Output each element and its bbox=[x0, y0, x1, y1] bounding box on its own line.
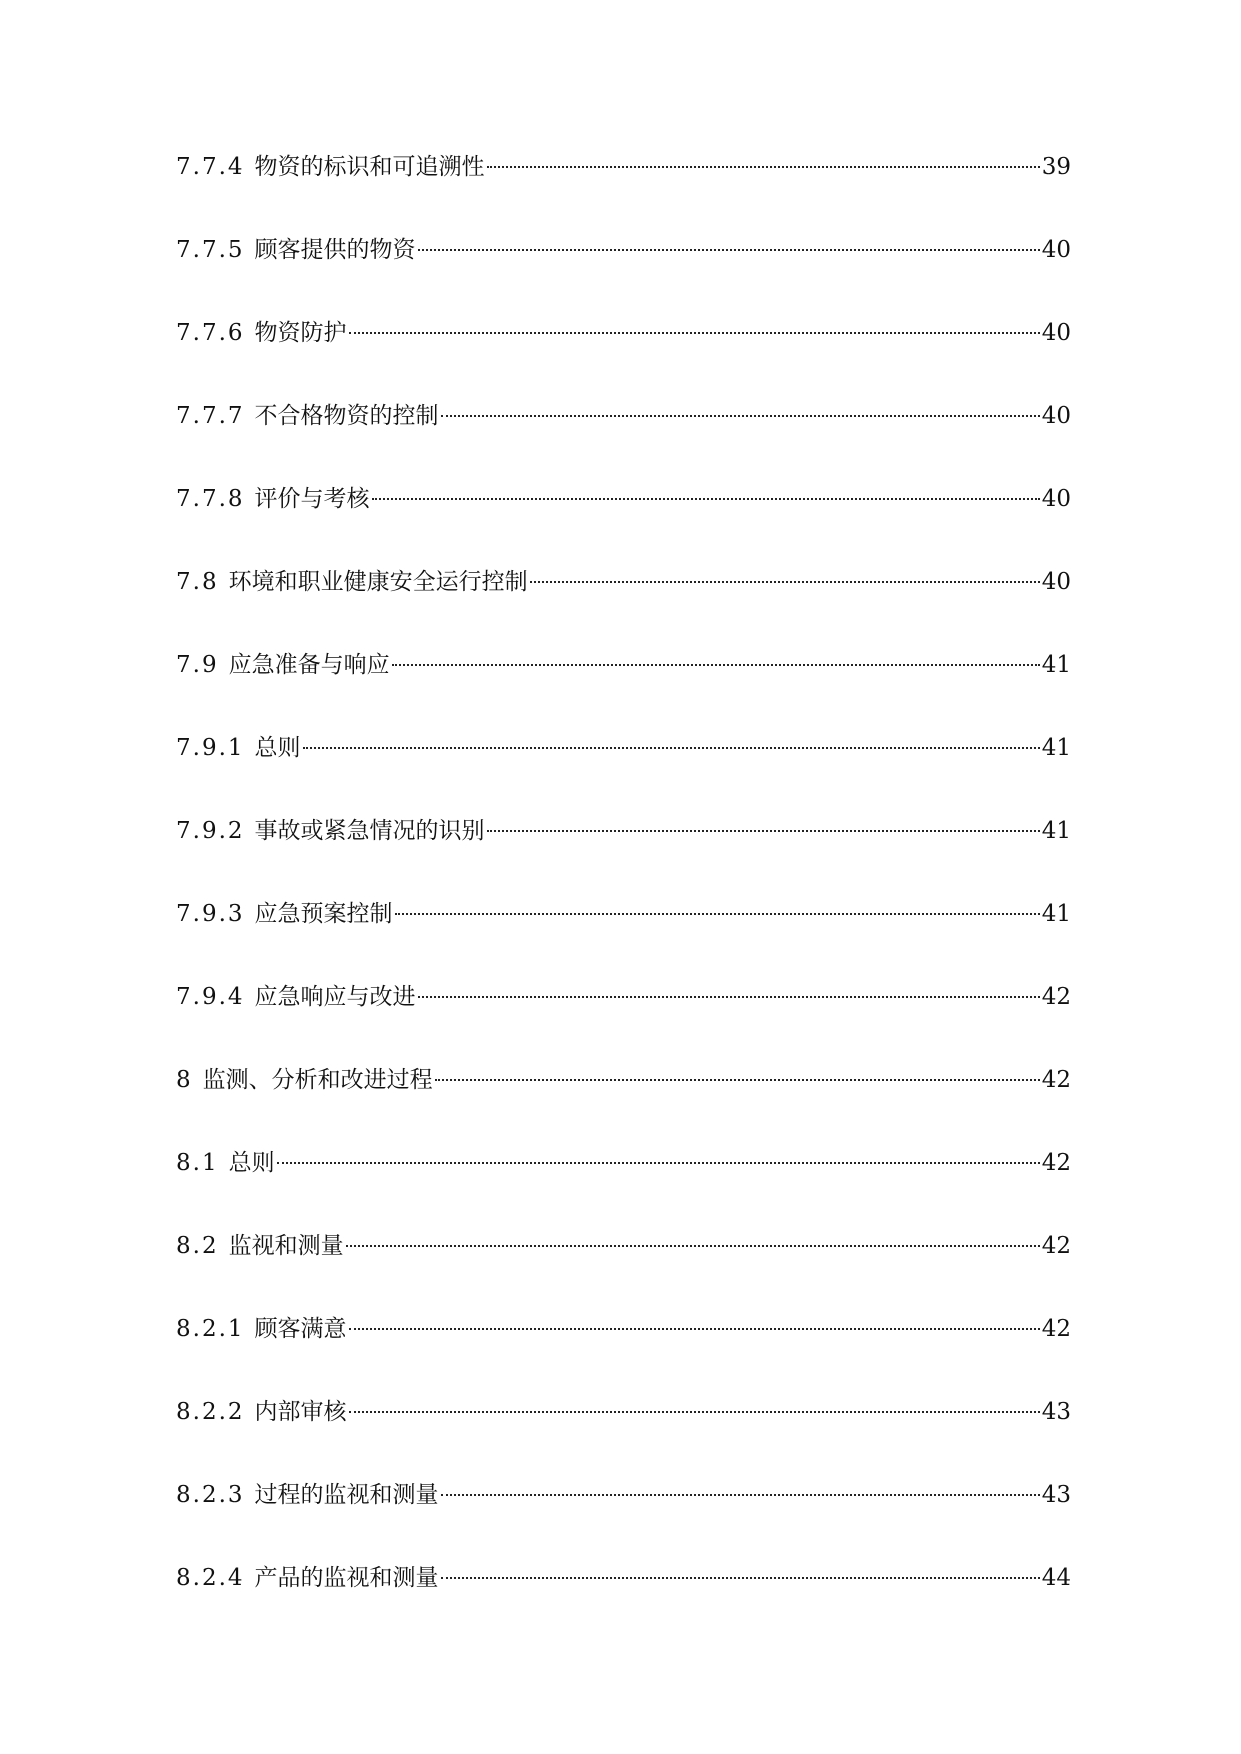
toc-entry[interactable] bbox=[176, 1231, 1071, 1314]
dot-leader bbox=[435, 1079, 1040, 1081]
entry-number: 8.2.1 bbox=[176, 1316, 245, 1342]
toc-entry[interactable] bbox=[176, 816, 1071, 899]
toc-entry[interactable] bbox=[176, 1480, 1071, 1563]
dot-leader bbox=[349, 1411, 1040, 1413]
entry-page-number: 43 bbox=[1041, 1482, 1071, 1508]
entry-title: 应急响应与改进 bbox=[254, 984, 416, 1010]
entry-number: 7.7.4 bbox=[176, 154, 245, 180]
entry-number: 7.7.5 bbox=[176, 237, 245, 263]
dot-leader bbox=[487, 166, 1040, 168]
dot-leader bbox=[395, 913, 1040, 915]
entry-number: 7.9.2 bbox=[176, 818, 245, 844]
entry-title: 应急预案控制 bbox=[254, 901, 393, 927]
toc-entry[interactable] bbox=[176, 484, 1071, 567]
dot-leader bbox=[303, 747, 1040, 749]
entry-page-number: 39 bbox=[1041, 154, 1071, 180]
entry-page-number: 42 bbox=[1041, 1067, 1071, 1093]
entry-page-number: 41 bbox=[1041, 818, 1071, 844]
entry-title: 物资防护 bbox=[254, 320, 347, 346]
dot-leader bbox=[530, 581, 1040, 583]
entry-page-number: 40 bbox=[1041, 569, 1071, 595]
entry-number: 8.2 bbox=[176, 1233, 219, 1259]
entry-page-number: 42 bbox=[1041, 1316, 1071, 1342]
entry-page-number: 43 bbox=[1041, 1399, 1071, 1425]
entry-title: 事故或紧急情况的识别 bbox=[254, 818, 485, 844]
entry-number: 8.2.3 bbox=[176, 1482, 245, 1508]
toc-entry[interactable] bbox=[176, 650, 1071, 733]
entry-number: 7.8 bbox=[176, 569, 219, 595]
entry-page-number: 41 bbox=[1041, 901, 1071, 927]
toc-entry[interactable] bbox=[176, 318, 1071, 401]
entry-number: 7.7.7 bbox=[176, 403, 245, 429]
entry-number: 7.7.6 bbox=[176, 320, 245, 346]
entry-title: 环境和职业健康安全运行控制 bbox=[228, 569, 528, 595]
entry-page-number: 40 bbox=[1041, 486, 1071, 512]
entry-page-number: 41 bbox=[1041, 652, 1071, 678]
entry-title: 顾客提供的物资 bbox=[254, 237, 416, 263]
toc-entry[interactable] bbox=[176, 567, 1071, 650]
dot-leader bbox=[418, 249, 1040, 251]
entry-page-number: 44 bbox=[1041, 1565, 1071, 1591]
toc-entry[interactable] bbox=[176, 1148, 1071, 1231]
entry-title: 内部审核 bbox=[254, 1399, 347, 1425]
toc-entry[interactable] bbox=[176, 235, 1071, 318]
dot-leader bbox=[441, 415, 1040, 417]
dot-leader bbox=[346, 1245, 1040, 1247]
entry-title: 监视和测量 bbox=[228, 1233, 344, 1259]
toc-entry[interactable] bbox=[176, 401, 1071, 484]
entry-page-number: 40 bbox=[1041, 403, 1071, 429]
entry-page-number: 40 bbox=[1041, 237, 1071, 263]
entry-number: 7.9.3 bbox=[176, 901, 245, 927]
entry-number: 8 bbox=[176, 1067, 193, 1093]
dot-leader bbox=[441, 1577, 1040, 1579]
entry-number: 7.9.4 bbox=[176, 984, 245, 1010]
entry-title: 不合格物资的控制 bbox=[254, 403, 439, 429]
entry-title: 产品的监视和测量 bbox=[254, 1565, 439, 1591]
entry-number: 8.2.4 bbox=[176, 1565, 245, 1591]
entry-title: 监测、分析和改进过程 bbox=[202, 1067, 433, 1093]
entry-number: 7.7.8 bbox=[176, 486, 245, 512]
entry-number: 7.9 bbox=[176, 652, 219, 678]
entry-page-number: 40 bbox=[1041, 320, 1071, 346]
entry-page-number: 42 bbox=[1041, 984, 1071, 1010]
entry-title: 总则 bbox=[254, 735, 301, 761]
table-of-contents bbox=[176, 152, 1071, 1646]
toc-entry[interactable] bbox=[176, 1397, 1071, 1480]
dot-leader bbox=[349, 1328, 1040, 1330]
entry-page-number: 41 bbox=[1041, 735, 1071, 761]
toc-entry[interactable] bbox=[176, 152, 1071, 235]
dot-leader bbox=[277, 1162, 1040, 1164]
toc-entry[interactable] bbox=[176, 1563, 1071, 1646]
dot-leader bbox=[441, 1494, 1040, 1496]
dot-leader bbox=[418, 996, 1040, 998]
entry-number: 8.2.2 bbox=[176, 1399, 245, 1425]
entry-title: 顾客满意 bbox=[254, 1316, 347, 1342]
entry-number: 7.9.1 bbox=[176, 735, 245, 761]
toc-entry[interactable] bbox=[176, 1314, 1071, 1397]
entry-title: 总则 bbox=[228, 1150, 275, 1176]
toc-entry[interactable] bbox=[176, 899, 1071, 982]
toc-entry[interactable] bbox=[176, 982, 1071, 1065]
entry-title: 评价与考核 bbox=[254, 486, 370, 512]
entry-page-number: 42 bbox=[1041, 1150, 1071, 1176]
toc-entry[interactable] bbox=[176, 733, 1071, 816]
dot-leader bbox=[392, 664, 1040, 666]
entry-title: 过程的监视和测量 bbox=[254, 1482, 439, 1508]
entry-title: 物资的标识和可追溯性 bbox=[254, 154, 485, 180]
toc-entry[interactable] bbox=[176, 1065, 1071, 1148]
entry-page-number: 42 bbox=[1041, 1233, 1071, 1259]
entry-number: 8.1 bbox=[176, 1150, 219, 1176]
dot-leader bbox=[372, 498, 1040, 500]
dot-leader bbox=[349, 332, 1040, 334]
dot-leader bbox=[487, 830, 1040, 832]
entry-title: 应急准备与响应 bbox=[228, 652, 390, 678]
